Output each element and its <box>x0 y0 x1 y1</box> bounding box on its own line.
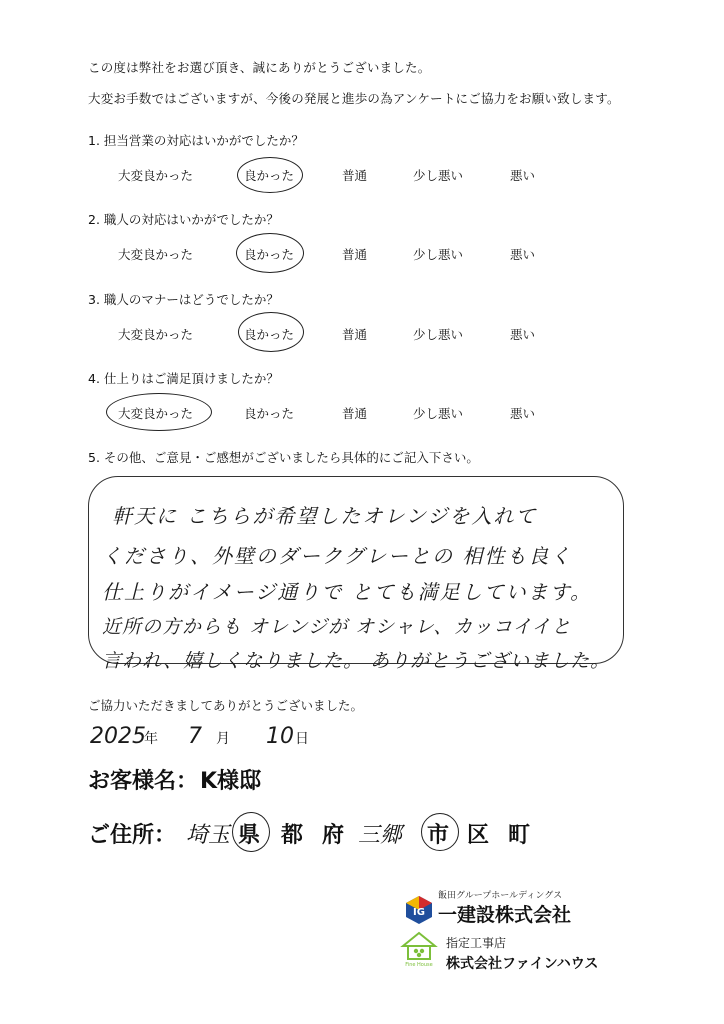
q4-option-very-good[interactable]: 大変良かった <box>118 406 194 421</box>
customer-name: K様邸 <box>200 769 262 794</box>
intro-line-1: この度は弊社をお選び頂き、誠にありがとうございました。 <box>88 60 431 75</box>
date-year: 2025 <box>90 724 146 749</box>
thanks-text: ご協力いただきましてありがとうございました。 <box>88 698 364 713</box>
comment-line-1: 軒天に こちらが希望したオレンジを入れて <box>112 504 538 528</box>
ken-selection-circle <box>232 812 270 852</box>
ig-logo-icon <box>404 895 434 925</box>
address-ken: 県 <box>238 823 261 848</box>
comment-line-4: 近所の方からも オレンジが オシャレ、カッコイイと <box>102 616 572 638</box>
q2-option-very-good[interactable]: 大変良かった <box>118 247 194 262</box>
company1-name: 一建設株式会社 <box>438 904 572 926</box>
address-ku: 区 <box>467 823 490 848</box>
address-shi: 市 <box>427 823 450 848</box>
q2-option-average[interactable]: 普通 <box>342 247 368 262</box>
q3-option-good[interactable]: 良かった <box>244 327 295 342</box>
q1-option-average[interactable]: 普通 <box>342 168 368 183</box>
q2-option-slightly-bad[interactable]: 少し悪い <box>413 247 464 262</box>
comment-line-5: 言われ、嬉しくなりました。 ありがとうございました。 <box>102 650 611 672</box>
q1-option-very-good[interactable]: 大変良かった <box>118 168 194 183</box>
q4-option-good[interactable]: 良かった <box>244 406 295 421</box>
date-year-unit: 年 <box>144 731 158 747</box>
date-day: 10 <box>266 724 294 749</box>
q1-option-bad[interactable]: 悪い <box>510 168 536 183</box>
address-to: 都 <box>281 823 304 848</box>
question-2: 2. 職人の対応はいかがでしたか？ <box>88 212 279 227</box>
q3-option-average[interactable]: 普通 <box>342 327 368 342</box>
company1-group: 飯田グループホールディングス <box>438 891 563 901</box>
q1-option-good[interactable]: 良かった <box>244 168 295 183</box>
question-3: 3. 職人のマナーはどうでしたか？ <box>88 292 279 307</box>
customer-label: お客様名： <box>88 769 199 794</box>
intro-line-2: 大変お手数ではございますが、今後の発展と進歩の為アンケートにご協力をお願い致します。 <box>88 91 620 106</box>
question-1: 1. 担当営業の対応はいかがでしたか？ <box>88 133 304 148</box>
q4-option-slightly-bad[interactable]: 少し悪い <box>413 406 464 421</box>
q4-option-bad[interactable]: 悪い <box>510 406 536 421</box>
q2-option-good[interactable]: 良かった <box>244 247 295 262</box>
address-prefecture: 埼玉 <box>186 823 231 848</box>
q3-option-bad[interactable]: 悪い <box>510 327 536 342</box>
svg-text:IG: IG <box>413 907 425 918</box>
date-day-unit: 日 <box>295 731 309 747</box>
date-month-unit: 月 <box>216 731 230 747</box>
question-5: 5. その他、ご意見・ご感想がございましたら具体的にご記入下さい。 <box>88 450 479 465</box>
shi-selection-circle <box>421 813 459 851</box>
q3-selection-circle <box>238 312 304 352</box>
company2-name: 株式会社ファインハウス <box>446 956 599 972</box>
q1-option-slightly-bad[interactable]: 少し悪い <box>413 168 464 183</box>
q1-selection-circle <box>237 157 303 193</box>
comment-line-2: くださり、外壁のダークグレーとの 相性も良く <box>102 544 573 568</box>
q4-selection-circle <box>106 393 212 431</box>
question-4: 4. 仕上りはご満足頂けましたか？ <box>88 371 279 386</box>
address-label: ご住所： <box>88 823 177 848</box>
company2-role: 指定工事店 <box>446 936 507 950</box>
address-city: 三郷 <box>358 823 403 848</box>
q2-option-bad[interactable]: 悪い <box>510 247 536 262</box>
address-fu: 府 <box>322 823 345 848</box>
comment-line-3: 仕上りがイメージ通りで とても満足しています。 <box>102 580 593 604</box>
fine-house-logo-icon <box>399 930 439 968</box>
q3-option-slightly-bad[interactable]: 少し悪い <box>413 327 464 342</box>
q3-option-very-good[interactable]: 大変良かった <box>118 327 194 342</box>
svg-text:Fine House: Fine House <box>405 962 433 968</box>
q4-option-average[interactable]: 普通 <box>342 406 368 421</box>
address-machi: 町 <box>508 823 531 848</box>
q2-selection-circle <box>236 233 304 273</box>
date-month: 7 <box>188 724 202 749</box>
